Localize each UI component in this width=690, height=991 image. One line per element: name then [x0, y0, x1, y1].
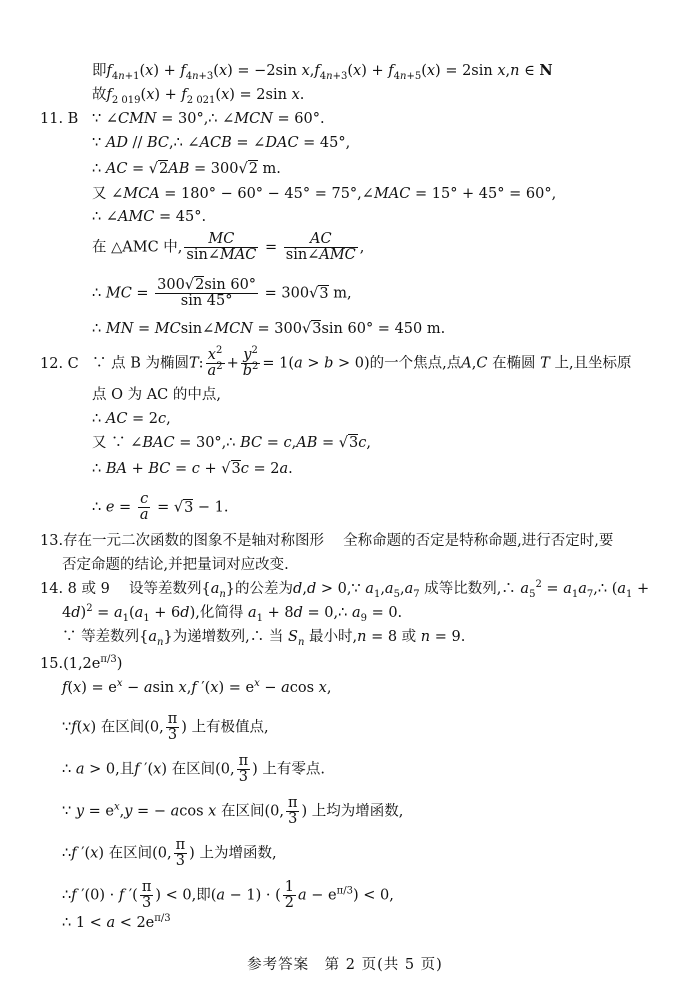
q11-line-6: 在 △AMC 中, $\frac{MC}{\text{sin∠MAC}}$ = $\frac{AC}{\text{sin∠AMC}}$ , [92, 231, 365, 263]
q12-line-6: ∴ e = $\frac{c}{a}$ = √3 − 1. [92, 491, 229, 523]
q12-line-1: ∵ 点 B 为椭圆T: $\frac{x^2}{a^2}$ + $\frac{y^2}{b^2}$ = 1(a > b > 0)的一个焦点,点A,C 在椭圆 T 上,且坐标原 [92, 345, 632, 379]
q15-line-2: $f(x) = e^x - asin$ x,f $'(x) = e^x - acos$ x, [62, 678, 332, 696]
q14-line-3: ∵ 等差数列$\{a_n\}$为递增数列,∴ 当 $S_n$ 最小时,n = 8 或 n = 9. [62, 629, 466, 648]
q13-line-1: 13.存在一元二次函数的图象不是轴对称图形 全称命题的否定是特称命题,进行否定时,要 [40, 533, 614, 549]
q11-line-1: ∵ ∠CMN = 30°,∴ ∠MCN = 60°. [92, 111, 325, 127]
line-top-1: 即$f_{4n+1}(x) + f_{4n+3}(x) = -2\sin$ $x,f_{4n+3}(x) + f_{4n+5}(x) = 2\sin$ x,n ∈ N [92, 62, 553, 82]
q11-line-7: ∴ MC = $\frac{300√2\sin 60^\circ}{\sin 45^\circ}$ = 300√3 m, [92, 277, 352, 309]
q12-line-2: 点 O 为 AC 的中点, [92, 387, 221, 403]
q11-label: 11. B [40, 111, 79, 127]
q15-line-8: ∴ $1 < a < 2e^{\pi/3}$ [62, 913, 171, 931]
q15-line-1: $15.(1,2e^{\pi/3})$ [40, 654, 123, 672]
line-top-2: 故$f_{2 019}(x) + f_{2 021}(x) = 2\sin$ x. [92, 87, 305, 106]
q15-line-7: ∴f ′(0) · f ′( $\frac{\pi}{3}$ ) < 0,即(a − 1) · ( $\frac{1}{2}$ $a - e^{\pi/3}) < 0$, [62, 879, 394, 911]
page-footer: 参考答案 第 2 页(共 5 页) [247, 957, 443, 973]
q15-line-6: ∴f ′(x) 在区间(0, $\frac{\pi}{3}$ ) 上为增函数, [62, 837, 277, 869]
q12-line-4: 又 ∵ ∠BAC = 30°,∴ BC = c,AB = √3c, [92, 435, 371, 451]
q12-label: 12. C [40, 356, 79, 372]
q14-line-1: 14. 8 或 9 设等差数列$\{a_n\}$的公差为d,d > 0,∵ $a_1,a_5,a_7$ 成等比数列,∴ $a_5^2$ = $a_1a_7,\therefore$ ($a_1$ + [40, 579, 650, 600]
q15-line-3: ∵f(x) 在区间(0, $\frac{\pi}{3}$ ) 上有极值点, [62, 711, 269, 743]
q13-line-2: 否定命题的结论,并把量词对应改变. [62, 557, 289, 573]
q14-line-2: $4d)^2 = a_1(a_1 + 6d)$,化简得 $a_1 + 8d$ = 0,∴ $a_9 = 0$. [62, 603, 403, 624]
q15-line-5: ∵ $y = e^x,y$ = − acos x 在区间(0, $\frac{\pi}{3}$ ) 上均为增函数, [62, 795, 404, 827]
q11-line-2: ∵ AD // BC,∴ ∠ACB = ∠DAC = 45°, [92, 135, 351, 151]
q11-line-8: ∴ MN = MCsin∠MCN = 300√3sin 60° = 450 m. [92, 321, 446, 337]
q12-line-3: ∴ AC = 2c, [92, 411, 171, 427]
q12-line-5: ∴ BA + BC = c + √3c = 2a. [92, 461, 293, 477]
q15-line-4: ∴ a > 0,且f ′(x) 在区间(0, $\frac{\pi}{3}$ ) 上有零点. [62, 753, 326, 785]
q11-line-5: ∴ ∠AMC = 45°. [92, 209, 207, 225]
q11-line-3: ∴ AC = √2AB = 300√2 m. [92, 161, 281, 177]
q11-line-4: 又 ∠MCA = 180° − 60° − 45° = 75°,∠MAC = 15° + 45° = 60°, [92, 186, 557, 202]
